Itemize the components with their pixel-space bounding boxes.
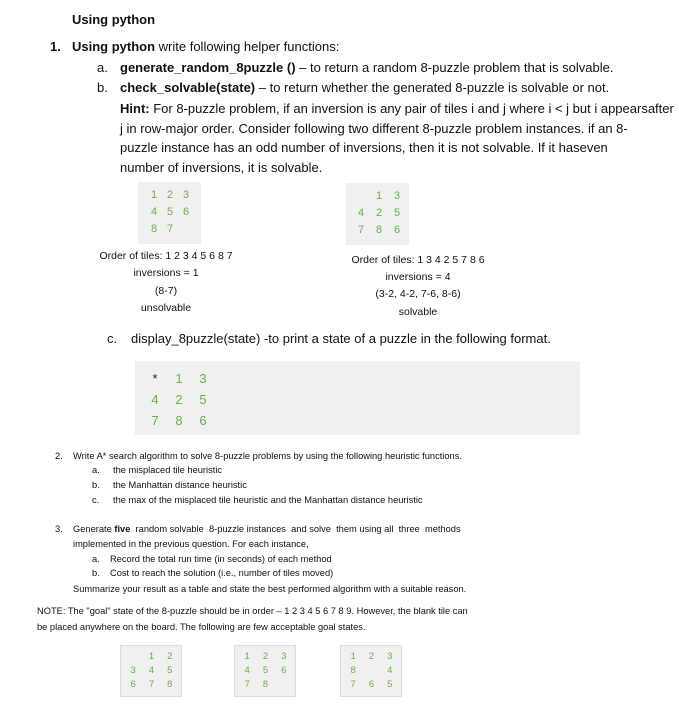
q2b-label: b.	[92, 480, 100, 490]
puzzle-tile: 3	[393, 190, 401, 202]
example2-grid	[352, 190, 406, 236]
puzzle-tile: 5	[262, 665, 269, 676]
q2a-text: the misplaced tile heuristic	[113, 465, 223, 475]
puzzle-tile: 1	[150, 189, 158, 201]
q1a-label: a.	[97, 60, 108, 75]
puzzle-tile: 2	[375, 207, 383, 219]
q1b-text	[120, 81, 609, 94]
hint-line-4: number of inversions, it is solvable.	[120, 160, 323, 175]
blank-tile	[352, 190, 370, 202]
display-grid	[143, 371, 215, 428]
puzzle-tile: 1	[375, 190, 383, 202]
puzzle-tile: 7	[357, 224, 365, 236]
puzzle-tile: 5	[167, 665, 173, 676]
q2a-label: a.	[92, 465, 100, 475]
example1-caption-1: Order of tiles: 1 2 3 4 5 6 8 7	[99, 250, 233, 262]
puzzle-tile: 4	[387, 665, 393, 676]
blank-tile	[178, 223, 194, 235]
puzzle-tile: 2	[166, 189, 174, 201]
puzzle-tile: 4	[357, 207, 365, 219]
hint-line-3: puzzle instance has an odd number of inversions, then it is not solvable. If it haseven	[120, 140, 608, 155]
q1b-label: b.	[97, 80, 108, 95]
hint-label: Hint:	[120, 101, 150, 116]
goal-grid-1	[124, 651, 179, 690]
q1-lead	[72, 40, 339, 53]
example1-caption-2: inversions = 1	[133, 267, 199, 279]
puzzle-tile: 4	[244, 665, 250, 676]
puzzle-tile: 6	[199, 413, 207, 428]
q3-post: random solvable 8-puzzle instances and solve them using all three methods	[130, 524, 461, 534]
note-line-2: be placed anywhere on the board. The following are few acceptable goal states.	[37, 622, 366, 632]
blank-tile	[124, 651, 142, 662]
puzzle-tile: 4	[148, 665, 155, 676]
puzzle-tile: 8	[150, 223, 158, 235]
display-format-box	[135, 361, 580, 435]
note-line-1: NOTE: The "goal" state of the 8-puzzle should be in order – 1 2 3 4 5 6 7 8 9. However, the blank tile can	[37, 606, 468, 616]
puzzle-tile: 3	[199, 371, 207, 386]
example2-puzzle	[346, 183, 409, 245]
q3a-label: a.	[92, 554, 100, 564]
puzzle-tile: 1	[244, 651, 250, 662]
q1c-label: c.	[107, 331, 118, 346]
goal-state-1	[120, 645, 182, 697]
example1-grid	[146, 189, 194, 235]
puzzle-tile: 1	[350, 651, 356, 662]
example2-caption-1: Order of tiles: 1 3 4 2 5 7 8 6	[351, 254, 485, 266]
q1-lead-bold: Using python	[72, 39, 156, 54]
puzzle-tile: 7	[148, 679, 155, 690]
puzzle-tile: 2	[175, 392, 183, 407]
puzzle-tile: 5	[166, 206, 174, 218]
puzzle-tile: 4	[151, 392, 159, 407]
example2-caption-3: (3-2, 4-2, 7-6, 8-6)	[375, 288, 461, 300]
q1b-func: check_solvable(state)	[120, 80, 256, 95]
q3b-label: b.	[92, 568, 100, 578]
puzzle-tile: 5	[387, 679, 393, 690]
q1a-func: generate_random_8puzzle ()	[120, 60, 296, 75]
q3-pre: Generate	[73, 524, 115, 534]
puzzle-tile: 7	[151, 413, 159, 428]
puzzle-tile: 4	[150, 206, 158, 218]
puzzle-tile: 6	[393, 224, 401, 236]
q3a-text: Record the total run time (in seconds) of each method	[110, 554, 332, 564]
puzzle-tile: 1	[175, 371, 183, 386]
puzzle-tile: 1	[148, 651, 155, 662]
puzzle-tile: 8	[167, 679, 173, 690]
puzzle-tile: 3	[182, 189, 190, 201]
q3-bold: five	[114, 524, 131, 534]
hint-line-1	[120, 102, 674, 115]
q3b-text: Cost to reach the solution (i.e., number of tiles moved)	[110, 568, 334, 578]
goal-grid-2	[238, 651, 293, 690]
puzzle-tile: 6	[281, 665, 287, 676]
goal-grid-3	[344, 651, 399, 690]
puzzle-tile: 8	[175, 413, 183, 428]
example1-puzzle	[138, 182, 201, 244]
q3-number: 3.	[55, 524, 63, 534]
puzzle-tile: 3	[130, 665, 136, 676]
q1a-desc: – to return a random 8-puzzle problem that is solvable.	[295, 60, 614, 75]
q3-summary: Summarize your result as a table and state the best performed algorithm with a suitable reason.	[73, 584, 467, 594]
puzzle-tile: 6	[130, 679, 136, 690]
q3-line-2: implemented in the previous question. For each instance,	[73, 539, 309, 549]
hint-line-2: j in row-major order. Consider following two different 8-puzzle problem instances. if an 8-	[120, 121, 628, 136]
example2-caption-2: inversions = 4	[385, 271, 451, 283]
example1-caption-4: unsolvable	[140, 302, 192, 314]
example1-caption-3: (8-7)	[154, 285, 178, 297]
blank-tile	[362, 665, 380, 676]
goal-state-3	[340, 645, 402, 697]
puzzle-tile: 8	[350, 665, 356, 676]
puzzle-tile: 8	[375, 224, 383, 236]
goal-state-2	[234, 645, 296, 697]
puzzle-tile: 7	[244, 679, 250, 690]
puzzle-tile: 5	[393, 207, 401, 219]
puzzle-tile: 3	[387, 651, 393, 662]
puzzle-tile: 2	[368, 651, 375, 662]
q1-number: 1.	[50, 39, 61, 54]
header: Using python	[72, 12, 156, 27]
puzzle-tile: 7	[350, 679, 356, 690]
puzzle-tile: 2	[167, 651, 173, 662]
q2c-text: the max of the misplaced tile heuristic and the Manhattan distance heuristic	[113, 495, 423, 505]
q1-lead-rest: write following helper functions:	[155, 39, 340, 54]
hint-text: For 8-puzzle problem, if an inversion is any pair of tiles i and j where i < j but i appearsafter	[149, 101, 674, 116]
puzzle-tile: 6	[368, 679, 375, 690]
puzzle-tile: 8	[262, 679, 269, 690]
puzzle-tile: 5	[199, 392, 207, 407]
example2-caption-4: solvable	[398, 306, 438, 318]
puzzle-tile: 7	[166, 223, 174, 235]
q1c-text: display_8puzzle(state) -to print a state of a puzzle in the following format.	[131, 331, 551, 346]
blank-marker: *	[152, 371, 158, 386]
blank-tile	[275, 679, 293, 690]
q1a-text	[120, 61, 614, 74]
q2-text: Write A* search algorithm to solve 8-puzzle problems by using the following heuristic functions.	[73, 451, 462, 461]
q3-line-1	[73, 525, 461, 534]
q2b-text: the Manhattan distance heuristic	[113, 480, 247, 490]
q2c-label: c.	[92, 495, 100, 505]
puzzle-tile: 6	[182, 206, 190, 218]
puzzle-tile: 3	[281, 651, 287, 662]
q2-number: 2.	[55, 451, 63, 461]
puzzle-tile: 2	[262, 651, 269, 662]
q1b-desc: – to return whether the generated 8-puzzle is solvable or not.	[255, 80, 610, 95]
